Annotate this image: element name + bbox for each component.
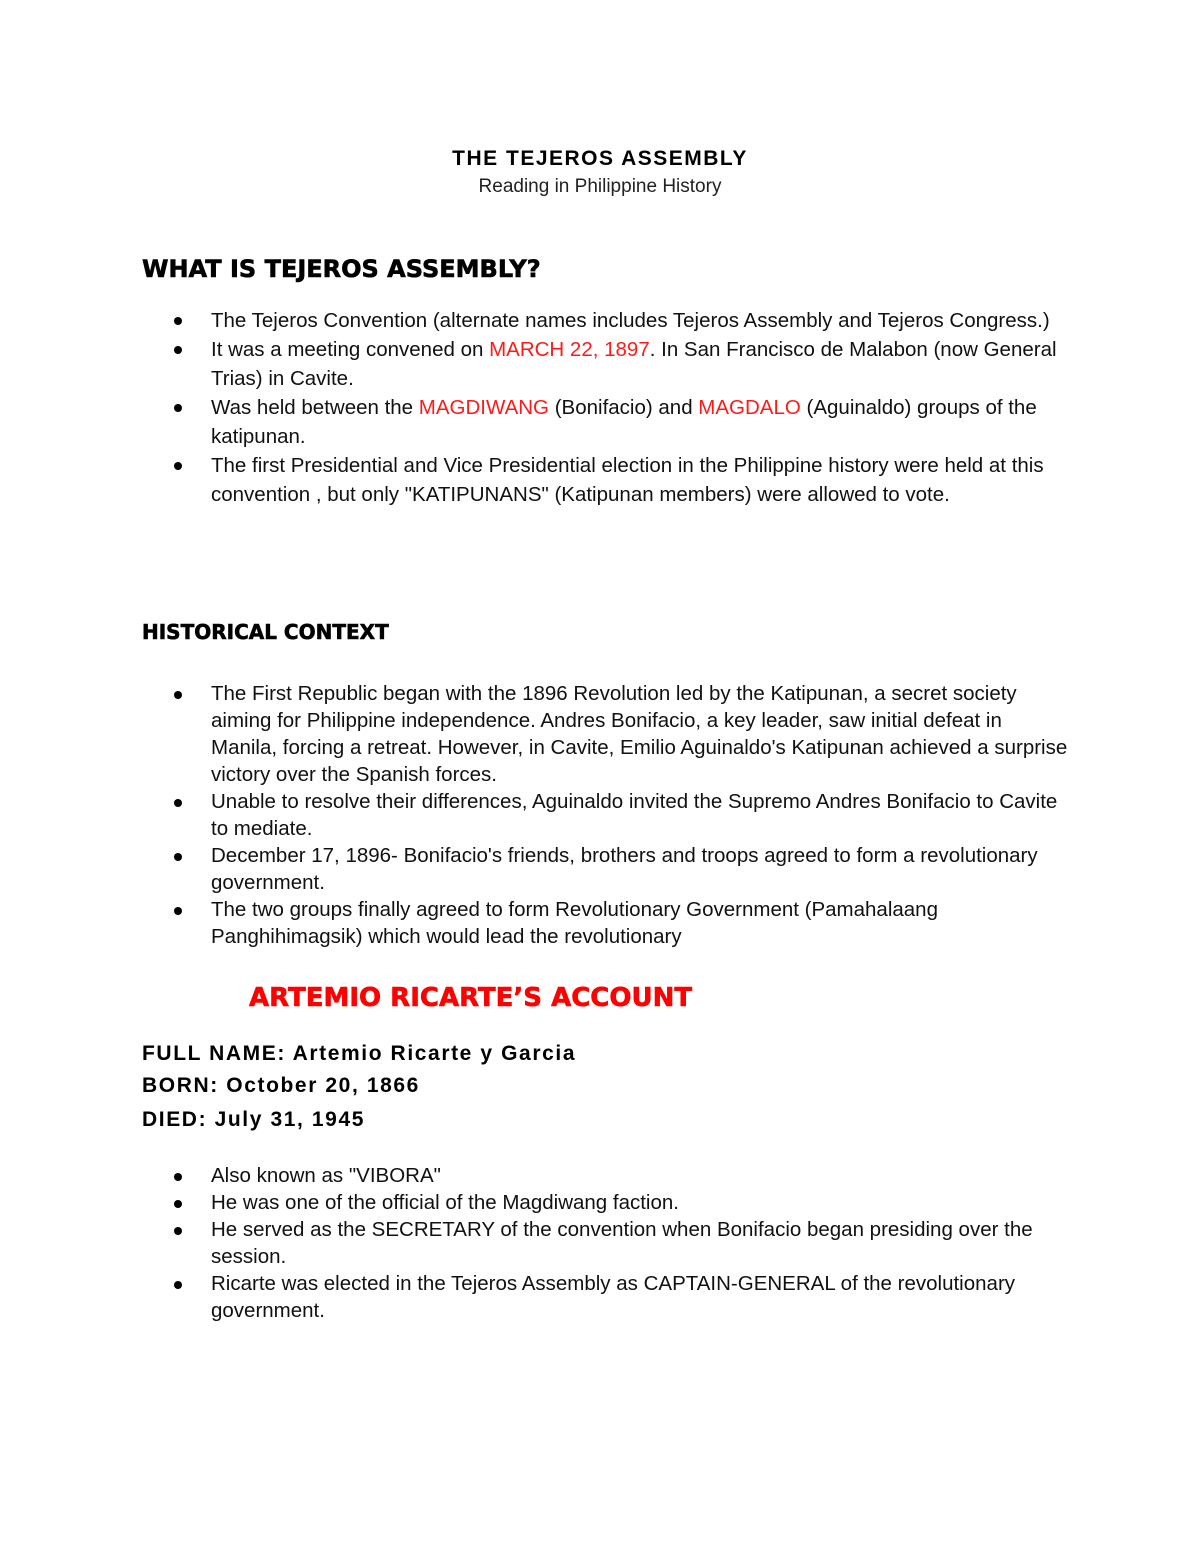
bullet-icon [174, 1173, 182, 1181]
list-item: The first Presidential and Vice Presidential election in the Philippine history were held at this convention , but only "KATIPUNANS" (Katipunan members) were allowed to vote. [172, 451, 1072, 509]
bullet-icon [174, 346, 182, 354]
bullet-icon [174, 404, 182, 412]
list-item: Also known as "VIBORA" [172, 1162, 1072, 1189]
list-item: December 17, 1896- Bonifacio's friends, brothers and troops agreed to form a revolutionary government. [172, 842, 1072, 896]
bullet-icon [174, 1227, 182, 1235]
bullet-icon [174, 1200, 182, 1208]
section-heading-historical-context: HISTORICAL CONTEXT [142, 620, 389, 644]
what-is-bullet-list [172, 306, 1072, 509]
bullet-icon [174, 799, 182, 807]
bullet-icon [174, 317, 182, 325]
bullet-icon [174, 853, 182, 861]
bullet-icon [174, 907, 182, 915]
list-item: He served as the SECRETARY of the convention when Bonifacio began presiding over the session. [172, 1216, 1072, 1270]
ricarte-bullet-list [172, 1162, 1072, 1324]
document-title: THE TEJEROS ASSEMBLY [452, 147, 748, 170]
section-heading-ricarte-account: ARTEMIO RICARTE’S ACCOUNT [249, 983, 693, 1013]
list-item: Ricarte was elected in the Tejeros Assembly as CAPTAIN-GENERAL of the revolutionary government. [172, 1270, 1072, 1324]
section-heading-what-is: WHAT IS TEJEROS ASSEMBLY? [142, 255, 541, 283]
bio-full-name: FULL NAME: Artemio Ricarte y Garcia [142, 1042, 577, 1065]
historical-context-bullet-list [172, 680, 1072, 950]
bullet-icon [174, 1281, 182, 1289]
bullet-icon [174, 462, 182, 470]
list-item: The Tejeros Convention (alternate names includes Tejeros Assembly and Tejeros Congress.) [172, 306, 1072, 335]
list-item: The two groups finally agreed to form Revolutionary Government (Pamahalaang Panghihimagsik) which would lead the revolutionary [172, 896, 1072, 950]
bio-born: BORN: October 20, 1866 [142, 1074, 420, 1097]
bullet-icon [174, 691, 182, 699]
list-item: The First Republic began with the 1896 Revolution led by the Katipunan, a secret society aiming for Philippine independence. Andres Bonifacio, a key leader, saw initial defeat in Manila, forcing a retreat. However, in Cavite, Emilio Aguinaldo's Katipunan achieved a surprise victory over the Spanish forces. [172, 680, 1072, 788]
convention-date: MARCH 22, 1897 [489, 338, 650, 361]
bio-died: DIED: July 31, 1945 [142, 1108, 365, 1131]
list-item: Unable to resolve their differences, Aguinaldo invited the Supremo Andres Bonifacio to Cavite to mediate. [172, 788, 1072, 842]
group-magdalo: MAGDALO [698, 396, 801, 419]
list-item: He was one of the official of the Magdiwang faction. [172, 1189, 1072, 1216]
group-magdiwang: MAGDIWANG [418, 396, 550, 419]
list-item: It was a meeting convened on MARCH 22, 1897. In San Francisco de Malabon (now General Trias) in Cavite. [172, 335, 1072, 393]
list-item: Was held between the MAGDIWANG (Bonifacio) and MAGDALO (Aguinaldo) groups of the katipunan. [172, 393, 1072, 451]
document-subtitle: Reading in Philippine History [478, 176, 722, 197]
